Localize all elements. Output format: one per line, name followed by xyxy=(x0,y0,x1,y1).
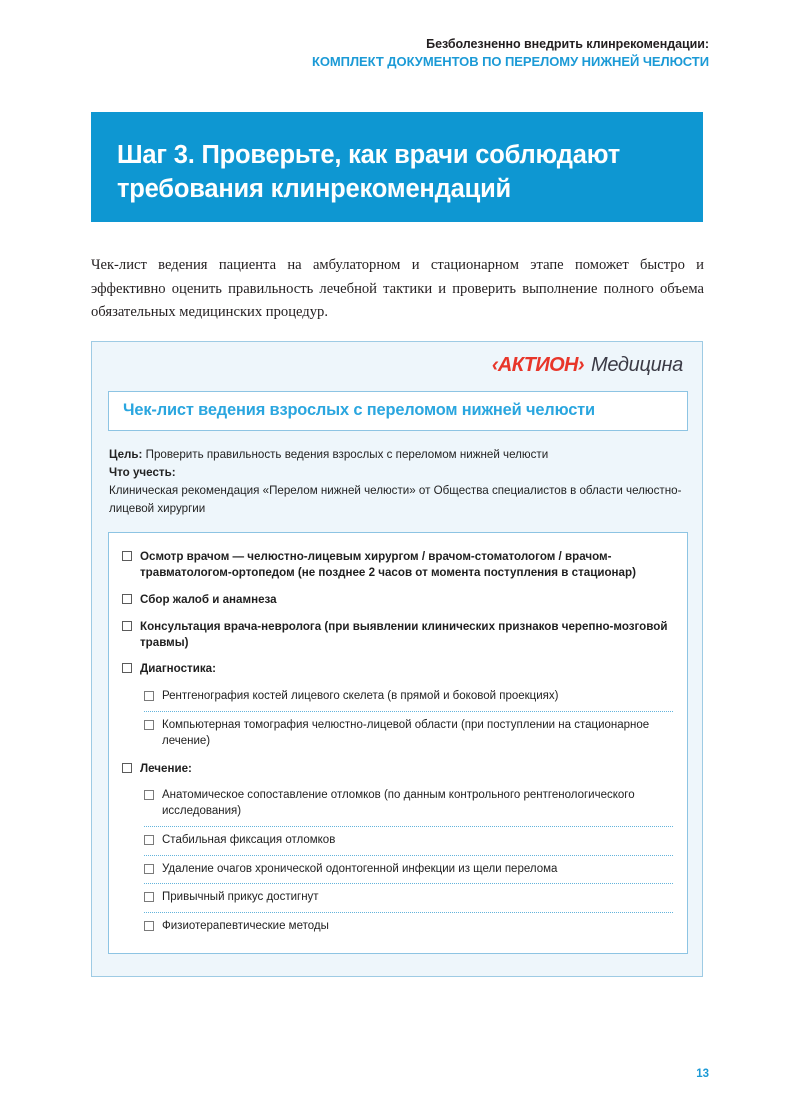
checklist-title: Чек-лист ведения взрослых с переломом нижней челюсти xyxy=(123,401,595,419)
checklist-item-label: Осмотр врачом — челюстно-лицевым хирургом / врачом-стоматологом / врачом-травматологом-ортопедом (не позднее 2 часов от момента поступления в стационар) xyxy=(140,550,636,579)
checkbox-icon[interactable] xyxy=(122,663,132,673)
checklist-item-label: Анатомическое сопоставление отломков (по данным контрольного рентгенологического исследования) xyxy=(162,789,635,818)
checklist-item[interactable] xyxy=(122,756,673,783)
checklist-item-label: Привычный прикус достигнут xyxy=(162,891,319,904)
checklist-title-box xyxy=(108,391,688,431)
checklist-item-label: Лечение: xyxy=(140,761,192,775)
checklist-subitem[interactable] xyxy=(144,912,673,941)
checklist-subitem[interactable] xyxy=(144,855,673,884)
consider-label-text: Что учесть: xyxy=(109,465,176,479)
checkbox-icon[interactable] xyxy=(144,921,154,931)
consider-label xyxy=(109,464,691,482)
checkbox-icon[interactable] xyxy=(122,621,132,631)
checkbox-icon[interactable] xyxy=(144,835,154,845)
brand-logo xyxy=(492,354,683,377)
checklist-item[interactable] xyxy=(122,587,673,614)
goal-row xyxy=(109,446,691,464)
page-number: 13 xyxy=(696,1068,709,1080)
checklist-item-label: Диагностика: xyxy=(140,662,216,676)
checkbox-icon[interactable] xyxy=(144,790,154,800)
checklist-item-label: Рентгенография костей лицевого скелета (в прямой и боковой проекциях) xyxy=(162,690,559,703)
checklist-meta xyxy=(109,446,691,518)
logo-aktion-text: ‹АКТИОН› xyxy=(491,354,584,376)
page-title: Шаг 3. Проверьте, как врачи соблюдают требования клинрекомендаций xyxy=(117,141,620,204)
checkbox-icon[interactable] xyxy=(122,594,132,604)
checklist-item-label: Физиотерапевтические методы xyxy=(162,920,329,933)
checkbox-icon[interactable] xyxy=(144,892,154,902)
checklist-subitem[interactable] xyxy=(144,826,673,855)
checklist-subitem[interactable] xyxy=(144,711,673,756)
goal-label: Цель: xyxy=(109,448,143,461)
checklist-subitem[interactable] xyxy=(144,782,673,826)
checklist-item[interactable] xyxy=(122,544,673,587)
checkbox-icon[interactable] xyxy=(144,720,154,730)
checkbox-icon[interactable] xyxy=(144,864,154,874)
checklist-item-label: Консультация врача-невролога (при выявлении клинических признаков черепно-мозговой травмы) xyxy=(140,619,668,649)
goal-text: Проверить правильность ведения взрослых с переломом нижней челюсти xyxy=(145,448,549,461)
checklist-items xyxy=(108,532,688,954)
checklist-item-label: Стабильная фиксация отломков xyxy=(162,833,336,846)
consider-text: Клиническая рекомендация «Перелом нижней челюсти» от Общества специалистов в области челюстно-лицевой хирургии xyxy=(109,483,682,515)
checklist-item[interactable] xyxy=(122,614,673,657)
checkbox-icon[interactable] xyxy=(144,691,154,701)
checklist-card xyxy=(91,341,703,977)
checklist-item-label: Компьютерная томография челюстно-лицевой области (при поступлении на стационарное лечение) xyxy=(162,719,650,747)
logo-medicina-text: Медицина xyxy=(590,354,683,376)
intro-paragraph: Чек-лист ведения пациента на амбулаторном и стационарном этапе поможет быстро и эффективно оценить правильность лечебной тактики и проверить выполнение полного объема обязательных медицинских процедур. xyxy=(91,257,704,321)
step-banner xyxy=(91,112,703,222)
running-header-line-2: КОМПЛЕКТ ДОКУМЕНТОВ ПО ПЕРЕЛОМУ НИЖНЕЙ ЧЕЛЮСТИ xyxy=(311,53,709,69)
running-header-line-1: Безболезненно внедрить клинрекомендации: xyxy=(426,37,709,51)
checkbox-icon[interactable] xyxy=(122,763,132,773)
checkbox-icon[interactable] xyxy=(122,551,132,561)
checklist-subitem[interactable] xyxy=(144,683,673,711)
checklist-subitem[interactable] xyxy=(144,883,673,912)
running-header xyxy=(312,36,709,70)
checklist-item-label: Удаление очагов хронической одонтогенной инфекции из щели перелома xyxy=(162,862,558,875)
checklist-item[interactable] xyxy=(122,656,673,683)
checklist-item-label: Сбор жалоб и анамнеза xyxy=(140,592,277,606)
